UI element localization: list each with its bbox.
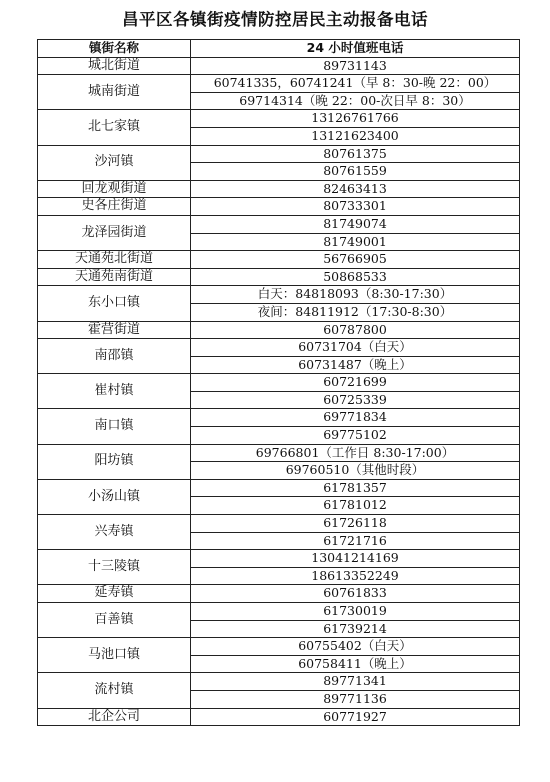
- town-name-cell: 北七家镇: [38, 110, 191, 145]
- phone-cell: 69760510（其他时段）: [191, 462, 520, 480]
- table-row: [38, 638, 520, 656]
- phone-cell: 60731704（白天）: [191, 339, 520, 357]
- phone-cell: 60725339: [191, 391, 520, 409]
- phone-cell: 60721699: [191, 374, 520, 392]
- table-row: [38, 374, 520, 392]
- phone-cell: 61726118: [191, 515, 520, 533]
- phone-cell: 61781357: [191, 479, 520, 497]
- phone-cell: 69771834: [191, 409, 520, 427]
- table-row: [38, 110, 520, 128]
- table-row: [38, 673, 520, 691]
- town-name-cell: 北企公司: [38, 708, 191, 726]
- town-name-cell: 流村镇: [38, 673, 191, 708]
- town-name-cell: 东小口镇: [38, 286, 191, 321]
- phone-cell: 61721716: [191, 532, 520, 550]
- town-name-cell: 史各庄街道: [38, 198, 191, 216]
- town-name-cell: 龙泽园街道: [38, 215, 191, 250]
- town-name-cell: 小汤山镇: [38, 479, 191, 514]
- phone-cell: 18613352249: [191, 567, 520, 585]
- column-header-town: 镇街名称: [38, 40, 191, 58]
- phone-cell: 56766905: [191, 251, 520, 269]
- town-name-cell: 天通苑南街道: [38, 268, 191, 286]
- phone-cell: 60761833: [191, 585, 520, 603]
- column-header-phone: 24 小时值班电话: [191, 40, 520, 58]
- town-name-cell: 百善镇: [38, 603, 191, 638]
- table-row: [38, 409, 520, 427]
- table-row: [38, 198, 520, 216]
- phone-cell: 82463413: [191, 180, 520, 198]
- table-row: [38, 339, 520, 357]
- town-name-cell: 南口镇: [38, 409, 191, 444]
- town-name-cell: 回龙观街道: [38, 180, 191, 198]
- phone-cell: 白天：84818093（8:30-17:30）: [191, 286, 520, 304]
- phone-cell: 80733301: [191, 198, 520, 216]
- phone-cell: 89731143: [191, 57, 520, 75]
- town-name-cell: 城北街道: [38, 57, 191, 75]
- phone-cell: 61781012: [191, 497, 520, 515]
- phone-cell: 60787800: [191, 321, 520, 339]
- phone-cell: 13126761766: [191, 110, 520, 128]
- phone-cell: 60771927: [191, 708, 520, 726]
- phone-cell: 13121623400: [191, 127, 520, 145]
- phone-cell: 89771341: [191, 673, 520, 691]
- table-row: [38, 145, 520, 163]
- phone-cell: 60755402（白天）: [191, 638, 520, 656]
- town-name-cell: 十三陵镇: [38, 550, 191, 585]
- phone-cell: 夜间：84811912（17:30-8:30）: [191, 303, 520, 321]
- town-name-cell: 阳坊镇: [38, 444, 191, 479]
- table-row: [38, 251, 520, 269]
- phone-cell: 60731487（晚上）: [191, 356, 520, 374]
- town-name-cell: 霍营街道: [38, 321, 191, 339]
- page-title: 昌平区各镇街疫情防控居民主动报备电话: [122, 10, 428, 29]
- phone-cell: 69775102: [191, 427, 520, 445]
- phone-cell: 80761375: [191, 145, 520, 163]
- table-row: [38, 479, 520, 497]
- town-name-cell: 马池口镇: [38, 638, 191, 673]
- phone-cell: 50868533: [191, 268, 520, 286]
- town-name-cell: 天通苑北街道: [38, 251, 191, 269]
- table-row: [38, 268, 520, 286]
- table-row: [38, 585, 520, 603]
- phone-cell: 69714314（晚 22：00-次日早 8：30）: [191, 92, 520, 110]
- phone-cell: 61730019: [191, 603, 520, 621]
- table-row: [38, 444, 520, 462]
- table-row: [38, 515, 520, 533]
- phone-cell: 80761559: [191, 163, 520, 181]
- phone-cell: 81749074: [191, 215, 520, 233]
- town-name-cell: 城南街道: [38, 75, 191, 110]
- town-name-cell: 延寿镇: [38, 585, 191, 603]
- town-name-cell: 南邵镇: [38, 339, 191, 374]
- table-row: [38, 75, 520, 93]
- table-row: [38, 321, 520, 339]
- town-name-cell: 崔村镇: [38, 374, 191, 409]
- phone-cell: 81749001: [191, 233, 520, 251]
- town-name-cell: 沙河镇: [38, 145, 191, 180]
- table-row: [38, 215, 520, 233]
- table-body: [38, 57, 520, 726]
- phone-cell: 89771136: [191, 690, 520, 708]
- table-row: [38, 603, 520, 621]
- phone-cell: 69766801（工作日 8:30-17:00）: [191, 444, 520, 462]
- table-header-row: [38, 40, 520, 58]
- town-name-cell: 兴寿镇: [38, 515, 191, 550]
- table-row: [38, 57, 520, 75]
- table-row: [38, 180, 520, 198]
- table-row: [38, 550, 520, 568]
- table-row: [38, 286, 520, 304]
- phone-cell: 60758411（晚上）: [191, 655, 520, 673]
- phone-cell: 13041214169: [191, 550, 520, 568]
- table-row: [38, 708, 520, 726]
- phone-cell: 61739214: [191, 620, 520, 638]
- phone-cell: 60741335，60741241（早 8：30-晚 22：00）: [191, 75, 520, 93]
- hotline-table: [37, 39, 520, 726]
